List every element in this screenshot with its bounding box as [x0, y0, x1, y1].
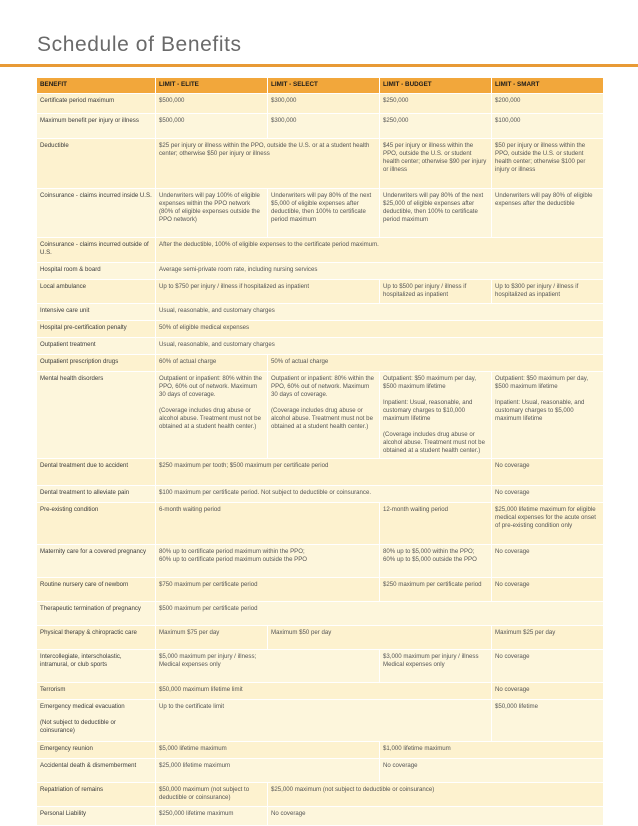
- limit-cell: Up to the certificate limit: [156, 700, 492, 742]
- limit-cell: $50 per injury or illness within the PPO, outside the U.S. or student health center; otherwise $100 per injury or illness: [492, 139, 604, 189]
- limit-cell: Maximum $25 per day: [492, 626, 604, 650]
- table-row: [37, 94, 604, 114]
- limit-cell: Up to $500 per injury / illness if hospitalized as inpatient: [380, 280, 492, 304]
- benefit-name-cell: Emergency reunion: [37, 742, 156, 759]
- benefit-name-cell: Repatriation of remains: [37, 783, 156, 807]
- limit-cell: Outpatient: $50 maximum per day, $500 maximum lifetime Inpatient: Usual, reasonable, and customary charges to $5,000 maximum lifetime: [492, 372, 604, 459]
- benefit-name-cell: Emergency medical evacuation (Not subject to deductible or coinsurance): [37, 700, 156, 742]
- limit-cell: $25,000 lifetime maximum: [156, 759, 380, 783]
- table-row: [37, 783, 604, 807]
- limit-cell: $500,000: [156, 94, 268, 114]
- limit-cell: Usual, reasonable, and customary charges: [156, 304, 604, 321]
- limit-cell: $25,000 lifetime maximum for eligible medical expenses for the acute onset of pre-existing condition only: [492, 503, 604, 545]
- limit-cell: $45 per injury or illness within the PPO, outside the U.S. or student health center; otherwise $90 per injury or illness: [380, 139, 492, 189]
- table-row: [37, 304, 604, 321]
- limit-cell: $250,000: [380, 94, 492, 114]
- limit-cell: $25 per injury or illness within the PPO, outside the U.S. or at a student health center; otherwise $50 per injury or illness: [156, 139, 380, 189]
- limit-cell: No coverage: [492, 650, 604, 683]
- limit-cell: No coverage: [380, 759, 604, 783]
- table-row: [37, 650, 604, 683]
- limit-cell: $25,000 maximum (not subject to deductible or coinsurance): [268, 783, 604, 807]
- table-header-row: [37, 78, 604, 94]
- benefit-name-cell: Maximum benefit per injury or illness: [37, 114, 156, 139]
- limit-cell: 50% of eligible medical expenses: [156, 321, 604, 338]
- benefit-name-cell: Dental treatment due to accident: [37, 459, 156, 486]
- table-row: [37, 742, 604, 759]
- benefit-name-cell: Physical therapy & chiropractic care: [37, 626, 156, 650]
- limit-cell: Average semi-private room rate, including nursing services: [156, 263, 604, 280]
- limit-cell: $5,000 maximum per injury / illness; Medical expenses only: [156, 650, 380, 683]
- limit-cell: $250,000 lifetime maximum: [156, 807, 268, 826]
- benefit-name-cell: Outpatient treatment: [37, 338, 156, 355]
- table-row: [37, 578, 604, 602]
- benefit-name-cell: Coinsurance - claims incurred outside of U.S.: [37, 238, 156, 263]
- limit-cell: Maximum $50 per day: [268, 626, 492, 650]
- table-row: [37, 602, 604, 626]
- limit-cell: $250,000: [380, 114, 492, 139]
- benefits-table: [36, 77, 604, 826]
- table-row: [37, 139, 604, 189]
- page-title: Schedule of Benefits: [37, 33, 242, 56]
- benefit-name-cell: Certificate period maximum: [37, 94, 156, 114]
- limit-cell: Underwriters will pay 80% of the next $5,000 of eligible expenses after deductible, then 100% to certificate period maximum: [268, 189, 380, 238]
- table-row: [37, 626, 604, 650]
- limit-cell: No coverage: [492, 459, 604, 486]
- table-row: [37, 263, 604, 280]
- table-row: [37, 486, 604, 503]
- benefit-name-cell: Mental health disorders: [37, 372, 156, 459]
- table-row: [37, 114, 604, 139]
- table-body: [37, 94, 604, 826]
- limit-cell: 50% of actual charge: [268, 355, 604, 372]
- benefit-name-cell: Local ambulance: [37, 280, 156, 304]
- benefit-name-cell: Hospital pre-certification penalty: [37, 321, 156, 338]
- table-row: [37, 238, 604, 263]
- column-header: BENEFIT: [37, 78, 156, 94]
- limit-cell: 6-month waiting period: [156, 503, 380, 545]
- limit-cell: $200,000: [492, 94, 604, 114]
- limit-cell: $300,000: [268, 94, 380, 114]
- benefit-name-cell: Hospital room & board: [37, 263, 156, 280]
- limit-cell: Usual, reasonable, and customary charges: [156, 338, 604, 355]
- limit-cell: 80% up to certificate period maximum within the PPO; 60% up to certificate period maximum outside the PPO: [156, 545, 380, 578]
- limit-cell: $300,000: [268, 114, 380, 139]
- limit-cell: $50,000 lifetime: [492, 700, 604, 742]
- limit-cell: $1,000 lifetime maximum: [380, 742, 604, 759]
- limit-cell: Outpatient: $50 maximum per day, $500 maximum lifetime Inpatient: Usual, reasonable, and customary charges to $10,000 maximum lifetime (Coverage includes drug abuse or alcohol abuse. Treatment must not be obtained at a student health center.): [380, 372, 492, 459]
- limit-cell: Outpatient or inpatient: 80% within the PPO, 60% out of network. Maximum 30 days of coverage. (Coverage includes drug abuse or alcohol abuse. Treatment must not be obtained at a student health center.): [268, 372, 380, 459]
- limit-cell: $100,000: [492, 114, 604, 139]
- limit-cell: $50,000 maximum (not subject to deductible or coinsurance): [156, 783, 268, 807]
- table-row: [37, 683, 604, 700]
- limit-cell: $50,000 maximum lifetime limit: [156, 683, 492, 700]
- benefit-name-cell: Personal Liability: [37, 807, 156, 826]
- column-header: LIMIT - ELITE: [156, 78, 268, 94]
- benefit-name-cell: Outpatient prescription drugs: [37, 355, 156, 372]
- limit-cell: Up to $300 per injury / illness if hospitalized as inpatient: [492, 280, 604, 304]
- limit-cell: No coverage: [492, 683, 604, 700]
- limit-cell: No coverage: [492, 545, 604, 578]
- limit-cell: Outpatient or inpatient: 80% within the PPO, 60% out of network. Maximum 30 days of coverage. (Coverage includes drug abuse or alcohol abuse. Treatment must not be obtained at a student health center.): [156, 372, 268, 459]
- table-row: [37, 189, 604, 238]
- limit-cell: No coverage: [268, 807, 604, 826]
- limit-cell: $5,000 lifetime maximum: [156, 742, 380, 759]
- limit-cell: No coverage: [492, 578, 604, 602]
- limit-cell: Underwriters will pay 80% of the next $25,000 of eligible expenses after deductible, then 100% to certificate period maximum: [380, 189, 492, 238]
- limit-cell: Maximum $75 per day: [156, 626, 268, 650]
- limit-cell: Underwriters will pay 80% of eligible expenses after the deductible: [492, 189, 604, 238]
- table-row: [37, 700, 604, 742]
- column-header: LIMIT - SMART: [492, 78, 604, 94]
- table-row: [37, 280, 604, 304]
- limit-cell: Up to $750 per injury / illness if hospitalized as inpatient: [156, 280, 380, 304]
- table-row: [37, 459, 604, 486]
- table-row: [37, 807, 604, 826]
- limit-cell: $500 maximum per certificate period: [156, 602, 604, 626]
- benefit-name-cell: Therapeutic termination of pregnancy: [37, 602, 156, 626]
- title-underline: [0, 64, 638, 67]
- limit-cell: 12-month waiting period: [380, 503, 492, 545]
- column-header: LIMIT - BUDGET: [380, 78, 492, 94]
- table-row: [37, 545, 604, 578]
- benefit-name-cell: Accidental death & dismemberment: [37, 759, 156, 783]
- limit-cell: 60% of actual charge: [156, 355, 268, 372]
- benefit-name-cell: Dental treatment to alleviate pain: [37, 486, 156, 503]
- table-row: [37, 321, 604, 338]
- table-row: [37, 503, 604, 545]
- benefit-name-cell: Routine nursery care of newborn: [37, 578, 156, 602]
- benefit-name-cell: Pre-existing condition: [37, 503, 156, 545]
- limit-cell: $750 maximum per certificate period: [156, 578, 380, 602]
- benefit-name-cell: Coinsurance - claims incurred inside U.S.: [37, 189, 156, 238]
- limit-cell: No coverage: [492, 486, 604, 503]
- column-header: LIMIT - SELECT: [268, 78, 380, 94]
- limit-cell: $250 maximum per certificate period: [380, 578, 492, 602]
- limit-cell: After the deductible, 100% of eligible expenses to the certificate period maximum.: [156, 238, 604, 263]
- limit-cell: $250 maximum per tooth; $500 maximum per certificate period: [156, 459, 492, 486]
- table-row: [37, 372, 604, 459]
- table-row: [37, 338, 604, 355]
- table-row: [37, 355, 604, 372]
- limit-cell: 80% up to $5,000 within the PPO; 60% up to $5,000 outside the PPO: [380, 545, 492, 578]
- table-row: [37, 759, 604, 783]
- benefit-name-cell: Deductible: [37, 139, 156, 189]
- limit-cell: $500,000: [156, 114, 268, 139]
- benefit-name-cell: Maternity care for a covered pregnancy: [37, 545, 156, 578]
- limit-cell: Underwriters will pay 100% of eligible expenses within the PPO network (80% of eligible expenses outside the PPO network): [156, 189, 268, 238]
- benefit-name-cell: Intercollegiate, interscholastic, intramural, or club sports: [37, 650, 156, 683]
- benefit-name-cell: Intensive care unit: [37, 304, 156, 321]
- limit-cell: $3,000 maximum per injury / illness Medical expenses only: [380, 650, 492, 683]
- limit-cell: $100 maximum per certificate period. Not subject to deductible or coinsurance.: [156, 486, 492, 503]
- benefit-name-cell: Terrorism: [37, 683, 156, 700]
